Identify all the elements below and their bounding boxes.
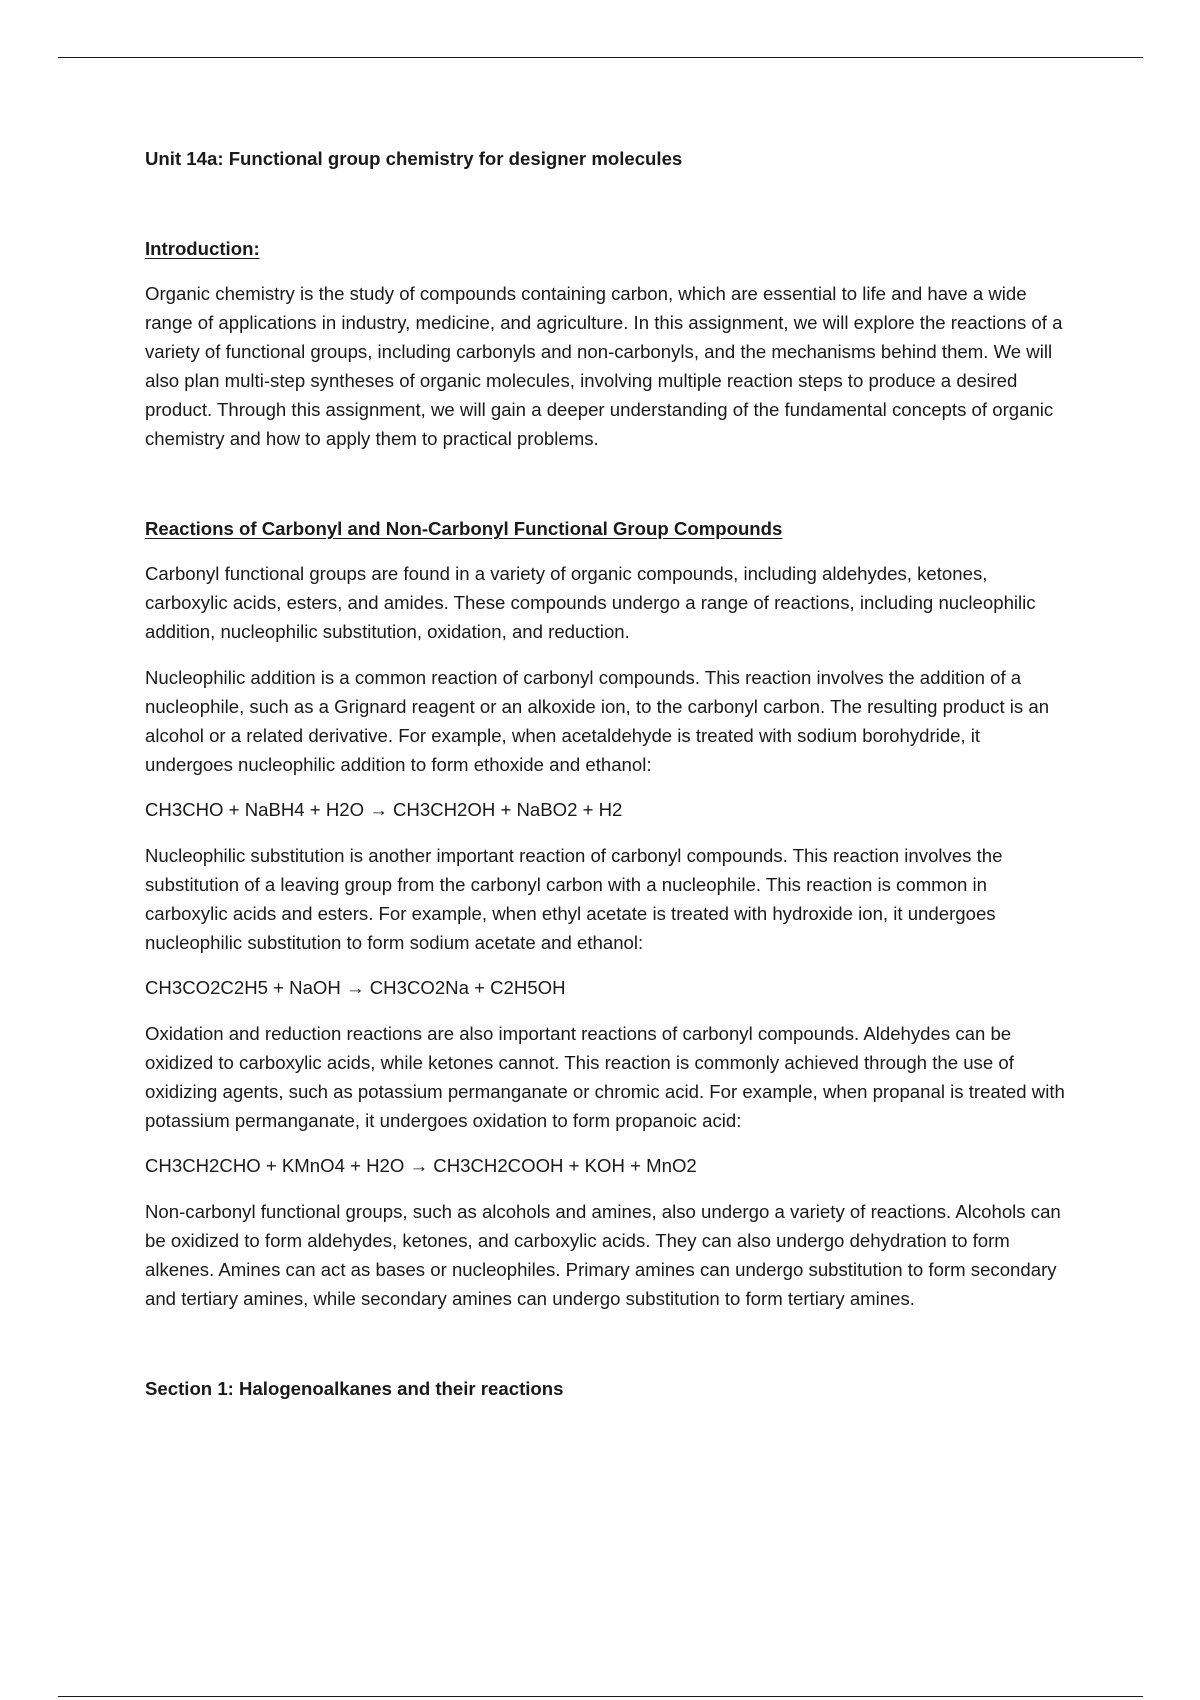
reactions-paragraph-carbonyl-groups: Carbonyl functional groups are found in a variety of organic compounds, including aldehydes, ketones, carboxylic acids, esters, and amides. These compounds undergo a range of reactions, including nucleophilic addition, nucleophilic substitution, oxidation, and reduction.	[145, 563, 1036, 642]
equation-nucleophilic-substitution: CH3CO2C2H5 + NaOH → CH3CO2Na + C2H5OH	[145, 977, 566, 998]
reactions-paragraph-oxidation-reduction: Oxidation and reduction reactions are also important reactions of carbonyl compounds. Aldehydes can be oxidized to carboxylic acids, while ketones cannot. This reaction is commonly achieved through the use of oxidizing agents, such as potassium permanganate or chromic acid. For example, when propanal is treated with potassium permanganate, it undergoes oxidation to form propanoic acid:	[145, 1023, 1065, 1131]
reactions-heading: Reactions of Carbonyl and Non-Carbonyl Functional Group Compounds	[145, 518, 783, 539]
reactions-paragraph-nucleophilic-substitution: Nucleophilic substitution is another important reaction of carbonyl compounds. This reaction involves the substitution of a leaving group from the carbonyl carbon with a nucleophile. This reaction is common in carboxylic acids and esters. For example, when ethyl acetate is treated with hydroxide ion, it undergoes nucleophilic substitution to form sodium acetate and ethanol:	[145, 845, 1003, 953]
reactions-paragraph-nucleophilic-addition: Nucleophilic addition is a common reaction of carbonyl compounds. This reaction involves the addition of a nucleophile, such as a Grignard reagent or an alkoxide ion, to the carbonyl carbon. The resulting product is an alcohol or a related derivative. For example, when acetaldehyde is treated with sodium borohydride, it undergoes nucleophilic addition to form ethoxide and ethanol:	[145, 667, 1050, 775]
reactions-paragraph-non-carbonyl: Non-carbonyl functional groups, such as alcohols and amines, also undergo a variety of reactions. Alcohols can be oxidized to form aldehydes, ketones, and carboxylic acids. They can also undergo dehydration to form alkenes. Amines can act as bases or nucleophiles. Primary amines can undergo substitution to form secondary and tertiary amines, while secondary amines can undergo substitution to form tertiary amines.	[145, 1201, 1061, 1309]
top-rule	[58, 57, 1143, 58]
bottom-rule	[58, 1696, 1143, 1697]
document-title: Unit 14a: Functional group chemistry for designer molecules	[145, 148, 683, 169]
equation-nucleophilic-addition: CH3CHO + NaBH4 + H2O → CH3CH2OH + NaBO2 + H2	[145, 799, 623, 820]
equation-oxidation: CH3CH2CHO + KMnO4 + H2O → CH3CH2COOH + KOH + MnO2	[145, 1155, 697, 1176]
section-1-title: Section 1: Halogenoalkanes and their reactions	[145, 1378, 564, 1399]
introduction-paragraph: Organic chemistry is the study of compounds containing carbon, which are essential to life and have a wide range of applications in industry, medicine, and agriculture. In this assignment, we will explore the reactions of a variety of functional groups, including carbonyls and non-carbonyls, and the mechanisms behind them. We will also plan multi-step syntheses of organic molecules, involving multiple reaction steps to produce a desired product. Through this assignment, we will gain a deeper understanding of the fundamental concepts of organic chemistry and how to apply them to practical problems.	[145, 283, 1063, 449]
introduction-heading: Introduction:	[145, 238, 260, 259]
document-body	[145, 144, 1065, 1403]
